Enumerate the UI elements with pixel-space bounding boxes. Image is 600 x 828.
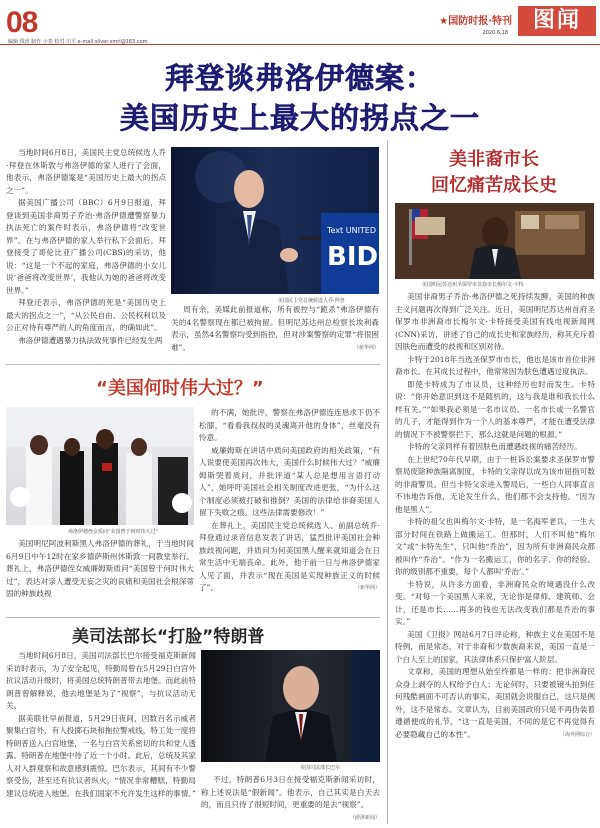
article1-paragraph: 弗洛伊德遭遇暴力执法致死事件已经发生两	[18, 335, 163, 345]
divider	[6, 617, 380, 618]
carter-photo	[395, 203, 594, 279]
article2-intro	[6, 538, 194, 613]
article3-source: （澎湃新闻）	[349, 814, 380, 821]
svg-text:Text UNITED: Text UNITED	[327, 226, 377, 235]
article3-column1	[6, 650, 196, 822]
funeral-photo	[6, 407, 194, 525]
article2-source: （新华网）	[354, 585, 380, 591]
divider	[6, 364, 380, 365]
biden-photo	[171, 147, 379, 294]
article4-paragraph: 卡特于2018年当选圣保罗市市长，他也是该市首位非洲裔市长。在其成长过程中，他常常因为肤色遭遇过度执法。	[395, 354, 595, 376]
article1-column1	[6, 147, 166, 358]
editor-credits: 编辑 钱涛 制作 小奏 校对 川平 e-mail:silver-smrl@163.com	[8, 39, 148, 45]
section-logo: 图闻	[518, 6, 596, 36]
article1-paragraph: 据美国广播公司（BBC）6月9日报道，拜登谈到美国非裔男子乔治·弗洛伊德遭警察暴力执法死亡的案件时表示，弗洛伊德将“改变世界”。在与弗洛伊德的家人举行私下会面后，拜登接受了哥伦比亚广播公司(CBS)的采访，他说：“这是一个不起的家庭，弗洛伊德的小女儿说‘爸爸将改变世界’，我他认为她的爸爸将改变世界。”	[6, 198, 166, 295]
article1-paragraph: 周有余，美媒此前报道称，所有被控与“跪杀”弗洛伊德有关的4名警察现在都已被拘留。但明尼苏达州总检察长埃利森表示，虽然4名警察均受到指控，但对涉案警察的定罪“将很困难”。	[171, 305, 379, 352]
article4-paragraph: 文章称，美国的理想从始至终都是一样的：把非洲裔民众身上剥夺的人权给予白人；无论何时，只要被镜头拍到任何残酷画面不可否认的事实，美国就会说服自己，这只是例外，这不是常态。文章认为，目前美国政府只是不再伪装着遵循便成的礼节，“这一直是美国，不同的是它不再觉得有必要隐藏自己的本性”。	[395, 667, 595, 739]
article3-paragraph: 据美联社早前报道，5月29日夜间，因数百名示威者聚集白宫外，有人投掷石块和拖拉警戒线，特工处一度将特朗普送入白宫地堡，一名与白宫关系密切的共和党人透露。特朗普在地堡中待了近一个小时。此后，总统及其家人对入群观察和故意感到震惊。巴尔表示，其间有不少警察受伤，甚至还有抗议者纵火，“情况非常糟糕，特勤局建议总统进入地堡。在我们国家不允许发生这样的事情。”	[6, 713, 196, 798]
article1-paragraph: 当地时间6月8日，美国民主党总统候选人乔·拜登在休斯敦与弗洛伊德的家人进行了会面，他表示，弗洛伊德案是“美国历史上最大的拐点之一”。	[6, 148, 166, 195]
article4-paragraph: 卡特说，从许多方面看，非洲裔民众的境遇没什么改变。“对每一个美国黑人来说，无论你是律师、建筑师、会计，还是市长……再多的钱也无法改变我们都是乔治的事实。”	[395, 579, 595, 626]
article2-title: “美国何时伟大过？”	[96, 378, 264, 399]
article2-right-column	[199, 407, 380, 613]
article3-right-column	[201, 774, 380, 822]
article4-title-line2: 回忆痛苦成长史	[431, 175, 557, 196]
article4-paragraph: 卡特的父亲同样有着因肤色而遭遇歧视的痛苦经历。	[407, 442, 582, 451]
article4-paragraph: 即使卡特成为了市议员，这种经历也时而发生。卡特说：“你开始意识到这不是随机的，这与我是谁和我长什么样有关。”“如果我必须是一名市议员、一名市长或一名警官的儿子，才能得到作为一个人的基本尊严，才能在遭受法律的情况下不被警察拦下，那么这就是问题的根源。”	[395, 379, 595, 439]
article1-paragraph: 拜登还表示，弗洛伊德的死是“美国历史上最大的拐点之一”，“从公民自由、公民权利以及公正对待有尊严的人的角度而言，的确如此”。	[6, 298, 166, 332]
article3-title: 美司法部长“打脸”特朗普	[72, 627, 265, 647]
page-number: 08	[6, 6, 38, 39]
article4-title-line1: 美非裔市长	[449, 149, 539, 170]
issue-date: 2020.6.18	[482, 30, 508, 36]
article4-source: （海外网综合）	[559, 731, 595, 738]
article4-paragraph: 在上世纪70年代早期，由于一桩诉讼案要求圣保罗市警察局废除种族隔离制度，卡特的父亲得以成为该市屈指可数的非裔警员。但当卡特父亲进入警局后，一些白人同事直言不讳地告诉他，无论发生什么，他们都不会支持他。“因为他是黑人”。	[395, 454, 595, 514]
article4-body	[395, 291, 595, 824]
article4-paragraph: 卡特的祖父也叫梅尔文·卡特，是一名海军老兵，一生大部分时间在铁路上做搬运工。但那时，人们不叫他“梅尔文”或“卡特先生”，只叫他“乔治”，因为所有非洲裔民众都被叫作“乔治”。“作为一名搬运工，你的名字、你的经验、你的级别都不重要，每个人都叫‘乔治’。”	[395, 517, 595, 576]
article1-column2	[171, 304, 379, 358]
main-headline-line1: 拜登谈弗洛伊德案：	[164, 61, 435, 95]
article4-paragraph: 美国非裔男子乔治·弗洛伊德之死持续发酵，美国的种族主义问题再次得到广泛关注。近日，美国明尼苏达州首府圣保罗市非洲裔市长梅尔文·卡特接受美国有线电视新闻网(CNN)采访，讲述了自己的成长史和家族经历，称其充斥着因肤色而遭受的歧视和区别对待。	[395, 292, 595, 351]
biden-photo-caption: 美国民主党总统候选人乔·拜登	[278, 298, 345, 304]
article3-paragraph: 不过，特朗普6月3日在接受福克斯新闻采访时，称上述说法是“假新闻”。他表示，自己其实是白天去的，而且只待了很短时间，更重要的是去“视察”。	[201, 775, 380, 809]
svg-text:BID: BID	[327, 242, 379, 272]
article1-source: （新华网）	[353, 344, 379, 351]
barr-photo	[201, 650, 380, 762]
masthead-rule	[0, 44, 600, 45]
main-headline-line2: 美国历史上最大的拐点之一	[119, 101, 480, 135]
article3-paragraph: 当地时间6月8日，美国司法部长巴尔接受福克斯新闻采访时表示，为了安全起见，特勤局曾在5月29日白宫外抗议活动升级时，将美国总统特朗普带去地堡。而此前特朗普曾解释说，他去地堡是为了“视察”，与抗议活动无关。	[6, 651, 196, 710]
article2-paragraph: 威廉姆斯在讲话中质问美国政府的相关政策，“有人说要使美国再次伟大，美国什么时候伟大过？”威廉姆斯哭着质问，并批评道“某人总是想用言语打动人”，她呼吁美国社会相关制度改进更张，“为什么这个制度必须被打破和推倒？美国的法律给非裔美国人留下失败之痕。这些法律需要修改！”	[199, 445, 380, 517]
newspaper-name: ★国防时报·特刊	[439, 16, 512, 27]
article2-paragraph: 美国明尼阿波利斯黑人弗洛伊德的葬礼，于当地时间6月9日中午12时在家乡德萨斯州休斯敦一间教堂举行。葬礼上，弗洛伊德侄女威廉姆斯质问“美国曾于何时伟大过”，表达对亲人遭受无妄之灾的哀痛和美国社会根深蒂固的种族歧视	[6, 539, 194, 598]
article4-paragraph: 美国《卫报》网站6月7日评论称，种族主义在美国不是特例，而是常态，对于非裔和少数族裔来说，美国一直是一个白人至上的国家，其法律体系只保护富人阶层。	[395, 629, 595, 664]
article2-paragraph: 的不满，她批评，警察在弗洛伊德连连恳求下仍不松膝，“看看我叔叔的灵魂离开他的身体”，丝毫没有怜意。	[199, 408, 380, 442]
barr-photo-caption: 美国司法部长巴尔	[300, 765, 341, 771]
column-divider	[387, 140, 388, 824]
article2-paragraph: 在葬礼上，美国民主党总统候选人、前副总统乔·拜登通过录音信息发表了讲话，猛烈批评美国社会种族歧视问题，并质问为何美国黑人醒来就知道会在日常生活中无端丧命。此外，他于前一日与弗洛伊德家人见了面，并表示“现在美国是实现种族正义的时候了”。	[199, 520, 380, 592]
carter-photo-caption: 美国明尼苏达州圣保罗市非裔市长梅尔文·卡特	[422, 282, 524, 288]
funeral-photo-caption: 弗洛伊德侄女质问“美国曾于何时伟大过”	[68, 529, 159, 535]
